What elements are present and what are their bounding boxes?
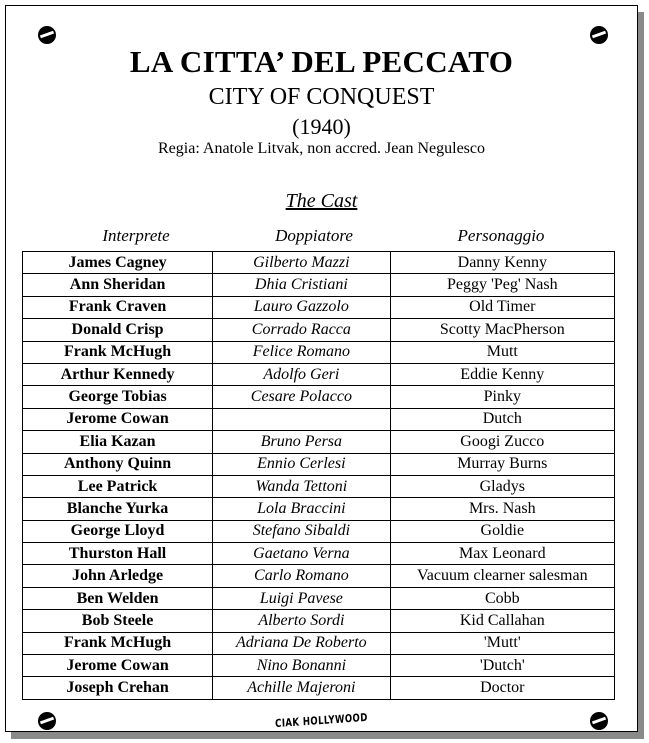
actor-cell: Frank McHugh	[23, 632, 213, 654]
character-cell: Mrs. Nash	[390, 498, 614, 520]
dubber-cell: Achille Majeroni	[213, 677, 390, 699]
actor-cell: George Lloyd	[23, 520, 213, 542]
actor-cell: James Cagney	[23, 252, 213, 274]
actor-cell: Joseph Crehan	[23, 677, 213, 699]
actor-cell: Frank McHugh	[23, 341, 213, 363]
column-header-actor: Interprete	[102, 226, 170, 245]
dubber-cell: Luigi Pavese	[213, 587, 390, 609]
column-header-dubber: Doppiatore	[275, 226, 353, 245]
character-cell: Scotty MacPherson	[390, 319, 614, 341]
cast-heading-text: The Cast	[285, 190, 358, 212]
dubber-cell: Nino Bonanni	[213, 655, 390, 677]
dubber-cell	[213, 408, 390, 430]
actor-cell: Arthur Kennedy	[23, 363, 213, 385]
dubber-cell: Ennio Cerlesi	[213, 453, 390, 475]
actor-cell: Jerome Cowan	[23, 655, 213, 677]
dubber-cell: Dhia Cristiani	[213, 274, 390, 296]
character-cell: 'Dutch'	[390, 655, 614, 677]
character-cell: Googi Zucco	[390, 431, 614, 453]
character-cell: Peggy 'Peg' Nash	[390, 274, 614, 296]
character-cell: Danny Kenny	[390, 252, 614, 274]
character-cell: Cobb	[390, 587, 614, 609]
character-cell: Kid Callahan	[390, 610, 614, 632]
table-row	[23, 363, 615, 385]
character-cell: Goldie	[390, 520, 614, 542]
table-row	[23, 296, 615, 318]
actor-cell: Bob Steele	[23, 610, 213, 632]
dubber-cell: Alberto Sordi	[213, 610, 390, 632]
character-cell: Pinky	[390, 386, 614, 408]
dubber-cell: Corrado Racca	[213, 319, 390, 341]
actor-cell: George Tobias	[23, 386, 213, 408]
ciak-hollywood-logo	[6, 710, 637, 731]
table-row	[23, 677, 615, 699]
table-row	[23, 408, 615, 430]
actor-cell: Ben Welden	[23, 587, 213, 609]
table-row	[23, 520, 615, 542]
table-row	[23, 252, 615, 274]
actor-cell: Lee Patrick	[23, 475, 213, 497]
character-cell: Eddie Kenny	[390, 363, 614, 385]
screw-top-right-icon	[590, 26, 608, 44]
logo-text: CIAK HOLLYWOOD	[274, 710, 369, 731]
cast-table	[22, 251, 615, 700]
table-row	[23, 610, 615, 632]
table-row	[23, 274, 615, 296]
character-cell: Mutt	[390, 341, 614, 363]
actor-cell: Blanche Yurka	[23, 498, 213, 520]
english-title: CITY OF CONQUEST	[208, 84, 435, 110]
table-row	[23, 587, 615, 609]
table-row	[23, 475, 615, 497]
actor-cell: Donald Crisp	[23, 319, 213, 341]
dubber-cell: Wanda Tettoni	[213, 475, 390, 497]
actor-cell: John Arledge	[23, 565, 213, 587]
dubber-cell: Bruno Persa	[213, 431, 390, 453]
character-cell: Vacuum clearner salesman	[390, 565, 614, 587]
character-cell: 'Mutt'	[390, 632, 614, 654]
screw-top-left-icon	[38, 26, 56, 44]
dubber-cell: Felice Romano	[213, 341, 390, 363]
dubber-cell: Adriana De Roberto	[213, 632, 390, 654]
dubber-cell: Cesare Polacco	[213, 386, 390, 408]
actor-cell: Thurston Hall	[23, 543, 213, 565]
actor-cell: Jerome Cowan	[23, 408, 213, 430]
cast-plaque	[5, 5, 638, 732]
table-row	[23, 498, 615, 520]
director-credit: Regia: Anatole Litvak, non accred. Jean Negulesco	[158, 140, 485, 157]
table-row	[23, 655, 615, 677]
character-cell: Max Leonard	[390, 543, 614, 565]
actor-cell: Frank Craven	[23, 296, 213, 318]
character-cell: Doctor	[390, 677, 614, 699]
dubber-cell: Gaetano Verna	[213, 543, 390, 565]
dubber-cell: Carlo Romano	[213, 565, 390, 587]
cast-heading	[6, 190, 637, 213]
dubber-cell: Lola Braccini	[213, 498, 390, 520]
character-cell: Murray Burns	[390, 453, 614, 475]
table-row	[23, 386, 615, 408]
table-row	[23, 543, 615, 565]
dubber-cell: Gilberto Mazzi	[213, 252, 390, 274]
table-row	[23, 341, 615, 363]
character-cell: Dutch	[390, 408, 614, 430]
table-row	[23, 565, 615, 587]
dubber-cell: Lauro Gazzolo	[213, 296, 390, 318]
italian-title: LA CITTA’ DEL PECCATO	[129, 44, 514, 79]
column-header-character: Personaggio	[457, 226, 545, 245]
actor-cell: Ann Sheridan	[23, 274, 213, 296]
dubber-cell: Stefano Sibaldi	[213, 520, 390, 542]
dubber-cell: Adolfo Geri	[213, 363, 390, 385]
character-cell: Old Timer	[390, 296, 614, 318]
release-year: (1940)	[292, 114, 351, 139]
table-row	[23, 632, 615, 654]
character-cell: Gladys	[390, 475, 614, 497]
actor-cell: Elia Kazan	[23, 431, 213, 453]
actor-cell: Anthony Quinn	[23, 453, 213, 475]
table-row	[23, 319, 615, 341]
table-row	[23, 431, 615, 453]
table-row	[23, 453, 615, 475]
